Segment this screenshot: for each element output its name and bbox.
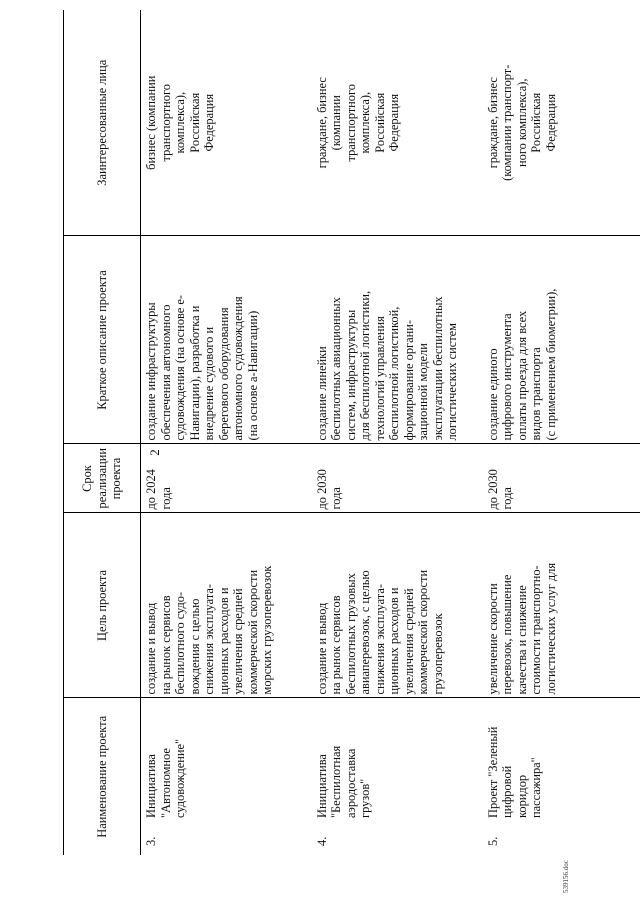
project-stakeholders-line: (компании — [329, 95, 343, 151]
project-description-line: формирование органи- — [401, 320, 416, 441]
project-name — [486, 727, 544, 818]
project-goal-line: увеличения средней — [401, 588, 416, 695]
project-name-line: "Беспилотная — [329, 745, 343, 818]
header-goal: Цель проекта — [64, 513, 141, 698]
project-goal-line: увеличение скорости — [485, 583, 500, 695]
project-name-line: аэродоставка — [343, 748, 358, 818]
project-stakeholders-line: комплекса), — [358, 91, 372, 154]
project-stakeholders-line: транспортного — [343, 84, 358, 162]
project-description-line: технологий управления — [372, 316, 387, 441]
file-reference: 539156.doc — [562, 860, 570, 893]
table-header-row — [64, 10, 141, 855]
project-goal-line: на рынок сервисов — [158, 595, 173, 695]
project-name-cell — [312, 698, 483, 855]
project-stakeholders-line: Федерация — [543, 93, 558, 152]
row-number: 3. — [144, 836, 158, 846]
project-name-line: пассажира" — [529, 757, 543, 818]
project-goal-line: создание и вывод — [144, 602, 158, 695]
project-goal-line: логистических услуг для — [543, 562, 558, 695]
table-row — [141, 10, 312, 855]
project-goal-line: увеличения средней — [231, 588, 245, 695]
project-term: до 2024 года — [141, 444, 312, 513]
project-goal-line: вождения с целью — [187, 598, 202, 695]
project-description-line: внедрение судового и — [202, 326, 216, 441]
project-goal-line: авиаперевозок, с целью — [358, 570, 372, 695]
project-stakeholders-line: транспортного — [158, 84, 173, 162]
project-stakeholders-line: ного комплекса), — [514, 78, 529, 167]
project-description-line: зационной модели — [416, 343, 430, 441]
project-description-line: автономного судовождения — [231, 296, 245, 441]
project-goal-line: перевозок, повышение — [500, 574, 514, 695]
project-description-line: для беспилотной логистики, — [358, 290, 372, 441]
project-description-line: создание линейки — [314, 346, 329, 441]
project-goal — [483, 513, 640, 698]
page-number: 2 — [147, 449, 162, 456]
project-stakeholders-line: Российская — [187, 92, 202, 153]
project-stakeholders-line: граждане, бизнес — [485, 77, 500, 169]
project-goal — [312, 513, 483, 698]
project-name-line: Проект "Зеленый — [485, 726, 500, 818]
project-goal-line: создание и вывод — [314, 602, 329, 695]
project-description-line: оплаты проезда для всех — [514, 310, 529, 441]
project-goal-line: стоимости транспортно- — [529, 565, 543, 695]
project-goal-line: ционных расходов и — [387, 587, 401, 695]
project-goal-line: беспилотного судо- — [173, 591, 187, 695]
project-stakeholders-line: Российская — [529, 92, 543, 153]
project-description — [483, 236, 640, 444]
project-name-line: Инициатива — [314, 754, 329, 818]
row-number: 4. — [314, 836, 329, 846]
project-stakeholders-line: Российская — [372, 92, 387, 153]
project-name — [315, 746, 373, 818]
project-description-line: эксплуатации беспилотных — [430, 296, 445, 441]
projects-table — [63, 10, 640, 855]
project-description — [312, 236, 483, 444]
project-term: до 2030 года — [483, 444, 640, 513]
project-name-cell — [483, 698, 640, 855]
project-stakeholders — [483, 10, 640, 236]
project-stakeholders — [141, 10, 312, 236]
project-stakeholders-line: комплекса), — [173, 91, 187, 154]
header-term — [64, 444, 141, 513]
project-name-line: "Автономное — [158, 748, 173, 818]
project-description-line: Навигации), разработка и — [187, 305, 202, 441]
project-goal-line: качества и снижение — [514, 585, 529, 695]
project-goal — [141, 513, 312, 698]
project-goal-line: морских грузоперевозок — [260, 565, 274, 695]
project-goal-line: беспилотных грузовых — [343, 573, 358, 695]
project-name-cell — [141, 698, 312, 855]
project-description-line: (на основе а-Навигации) — [245, 310, 260, 441]
project-goal-line: коммерческой скорости — [245, 569, 260, 695]
project-goal-line: ционных расходов и — [216, 587, 231, 695]
project-description-line: обеспечения автономного — [158, 304, 173, 441]
project-description-line: цифрового инструмента — [500, 313, 514, 441]
header-term-line: реализации — [94, 447, 109, 509]
project-goal-line: на рынок сервисов — [329, 595, 343, 695]
project-description-line: видов транспорта — [529, 347, 543, 441]
project-name-line: грузов" — [358, 778, 372, 818]
row-number: 5. — [485, 836, 500, 846]
table-body — [141, 10, 640, 855]
project-name-line: цифровой — [500, 765, 514, 818]
project-stakeholders — [312, 10, 483, 236]
project-description-line: беспилотных авиационных — [329, 297, 343, 441]
project-name — [144, 739, 188, 818]
header-term-line: проекта — [109, 457, 124, 500]
project-goal-line: снижения эксплуата- — [372, 584, 387, 695]
project-name-line: судовождение" — [173, 738, 187, 818]
project-description-line: систем, инфраструктуры — [343, 309, 358, 441]
project-stakeholders-line: бизнес (компании — [144, 75, 158, 170]
header-description: Краткое описание проекта — [64, 236, 141, 444]
project-description-line: создание единого — [485, 348, 500, 441]
project-goal-line: грузоперевозок — [430, 613, 445, 695]
project-stakeholders-line: (компании транспорт- — [500, 64, 514, 181]
header-stakeholders: Заинтересованные лица — [64, 10, 141, 236]
project-stakeholders-line: Федерация — [387, 93, 401, 152]
project-name-line: Инициатива — [144, 754, 158, 818]
table-row — [312, 10, 483, 855]
project-description-line: создание инфраструктуры — [144, 302, 158, 441]
project-name-line: коридор — [514, 774, 529, 818]
project-description-line: берегового оборудования — [216, 307, 231, 441]
project-description-line: судовождения (на основе е- — [173, 294, 187, 441]
project-stakeholders-line: Федерация — [202, 93, 216, 152]
project-term: до 2030 года — [312, 444, 483, 513]
project-stakeholders-line: граждане, бизнес — [314, 77, 329, 169]
project-description — [141, 236, 312, 444]
project-goal-line: коммерческой скорости — [416, 569, 430, 695]
project-description-line: логистических систем — [445, 322, 459, 441]
project-description-line: беспилотной логистикой, — [387, 306, 401, 441]
table-row — [483, 10, 640, 855]
project-description-line: (с применением биометрии), — [543, 288, 558, 441]
header-term-line: Срок — [80, 465, 95, 492]
project-goal-line: снижения эксплуата- — [202, 584, 216, 695]
header-name: Наименование проекта — [64, 698, 141, 855]
